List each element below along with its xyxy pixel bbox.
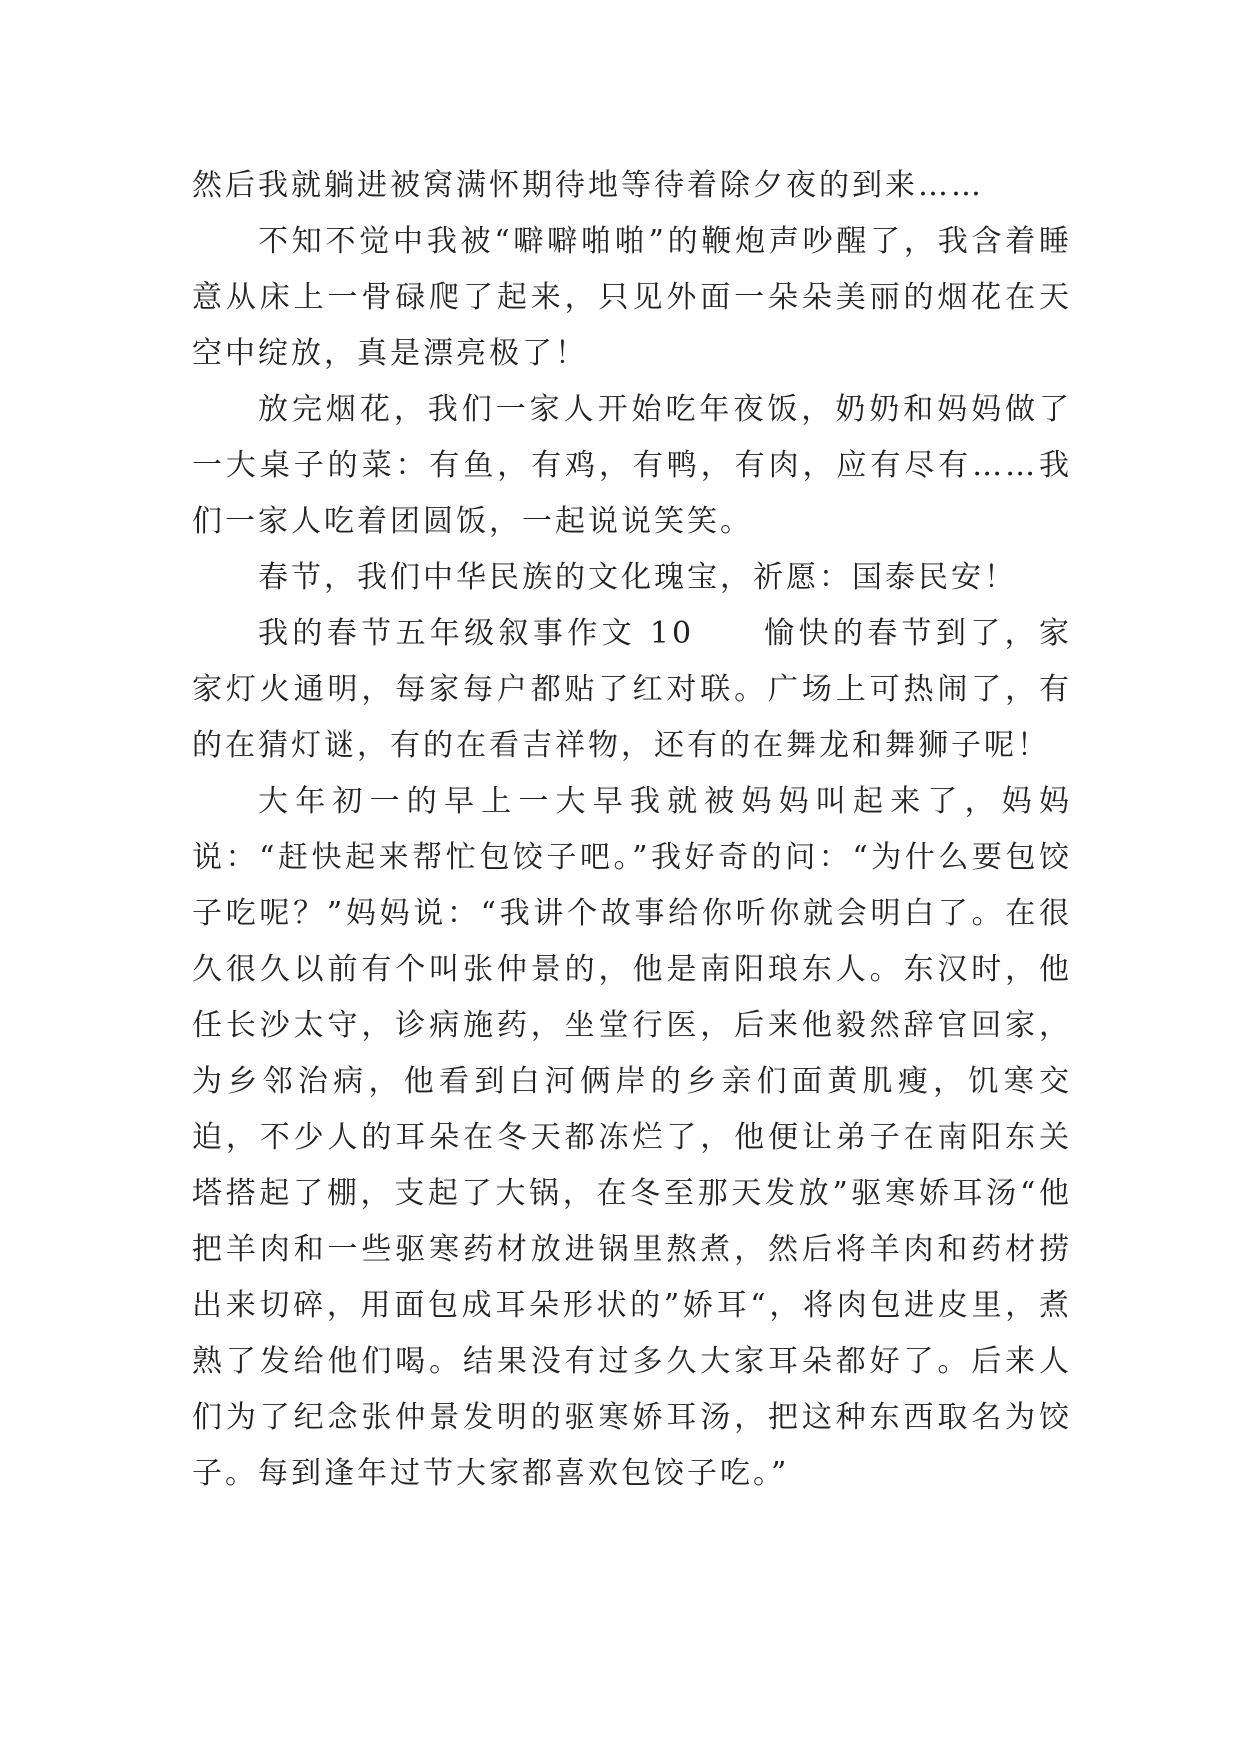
- paragraph-5: 我的春节五年级叙事作文 10 愉快的春节到了，家家灯火通明，每家每户都贴了红对联。广场上可热闹了，有的在猜灯谜，有的在看吉祥物，还有的在舞龙和舞狮子呢！: [192, 616, 1072, 763]
- paragraph-6: 大年初一的早上一大早我就被妈妈叫起来了，妈妈说：“赶快起来帮忙包饺子吧。”我好奇的问：“为什么要包饺子吃呢？”妈妈说：“我讲个故事给你听你就会明白了。在很久很久以前有个叫张仲景的，他是南阳琅东人。东汉时，他任长沙太守，诊病施药，坐堂行医，后来他毅然辞官回家，为乡邻治病，他看到白河俩岸的乡亲们面黄肌瘦，饥寒交迫，不少人的耳朵在冬天都冻烂了，他便让弟子在南阳东关塔搭起了棚，支起了大锅，在冬至那天发放”驱寒娇耳汤“他把羊肉和一些驱寒药材放进锅里熬煮，然后将羊肉和药材捞出来切碎，用面包成耳朵形状的”娇耳“，将肉包进皮里，煮熟了发给他们喝。结果没有过多久大家耳朵都好了。后来人们为了纪念张仲景发明的驱寒娇耳汤，把这种东西取名为饺子。每到逢年过节大家都喜欢包饺子吃。”: [192, 784, 1072, 1491]
- paragraph-3: 放完烟花，我们一家人开始吃年夜饭，奶奶和妈妈做了一大桌子的菜：有鱼，有鸡，有鸭，有肉，应有尽有……我们一家人吃着团圆饭，一起说说笑笑。: [192, 392, 1072, 539]
- paragraph-2: 不知不觉中我被“噼噼啪啪”的鞭炮声吵醒了，我含着睡意从床上一骨碌爬了起来，只见外面一朵朵美丽的烟花在天空中绽放，真是漂亮极了！: [192, 224, 1072, 371]
- paragraph-1: 然后我就躺进被窝满怀期待地等待着除夕夜的到来……: [192, 168, 984, 203]
- paragraph-4: 春节，我们中华民族的文化瑰宝，祈愿：国泰民安！: [258, 560, 1017, 595]
- essay-body: [192, 158, 1072, 1502]
